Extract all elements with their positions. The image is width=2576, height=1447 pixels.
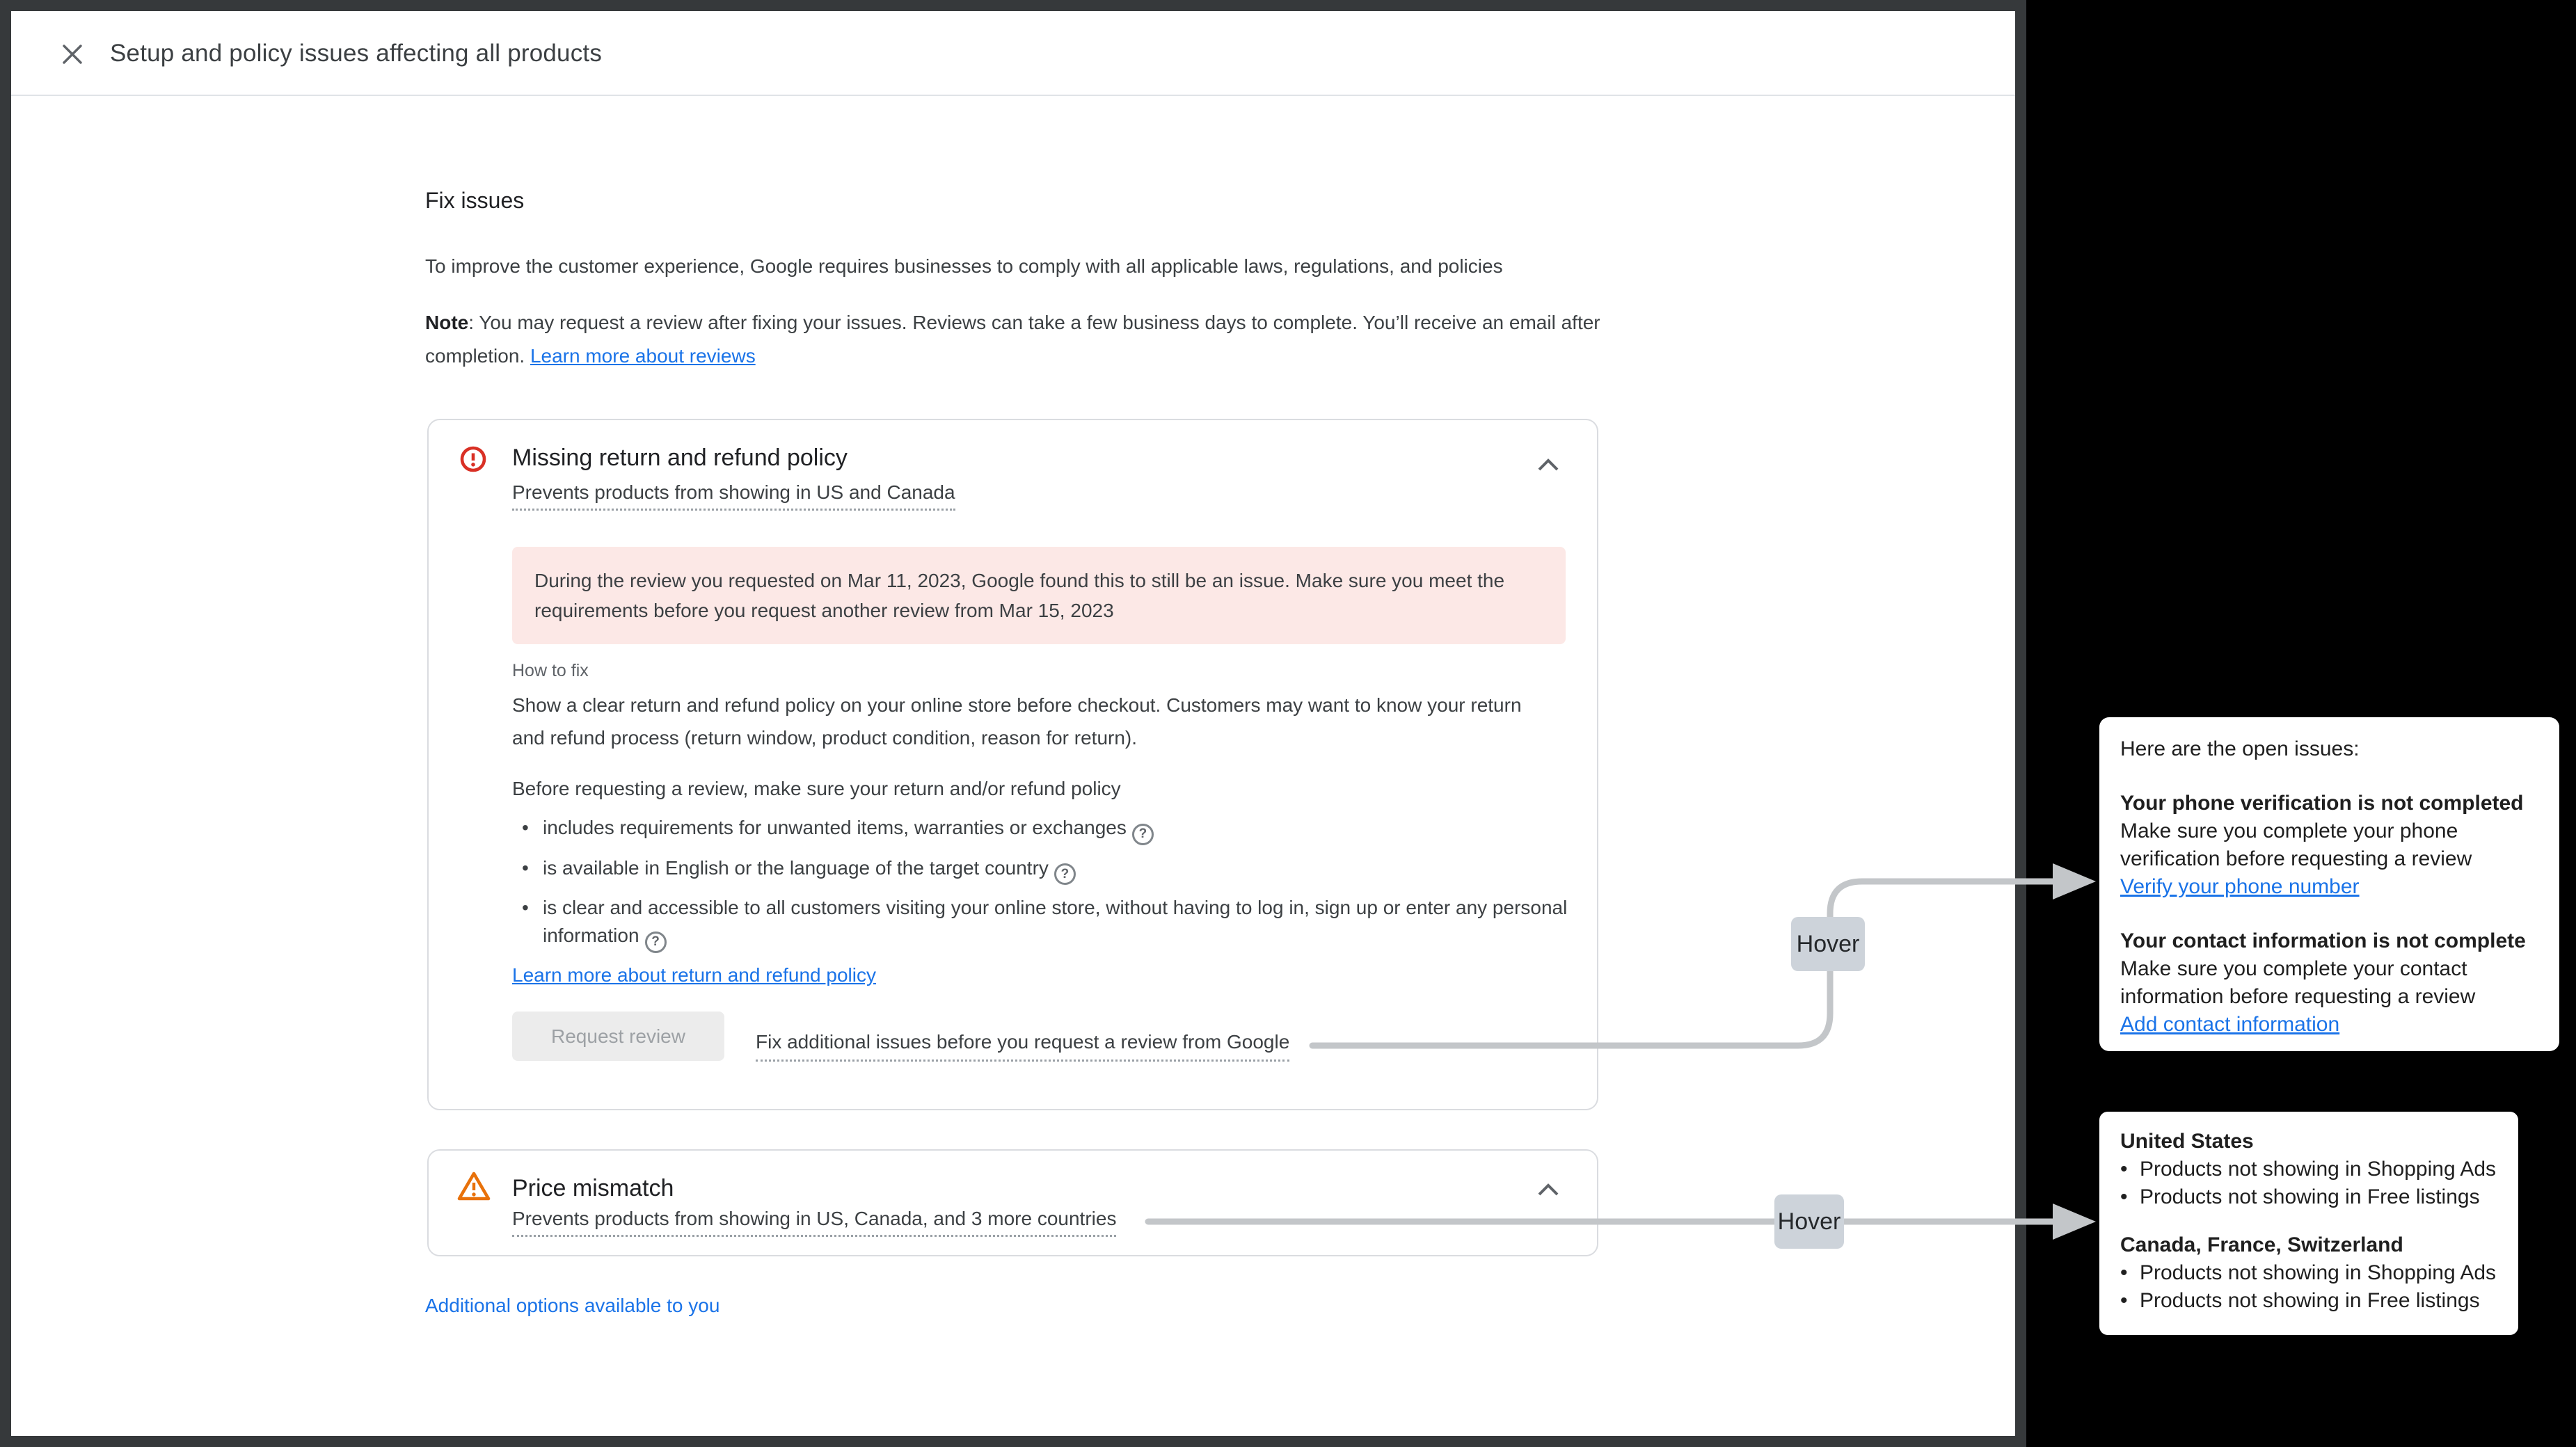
issue-subtitle-hover-target[interactable]: Prevents products from showing in US and Canada xyxy=(512,481,955,511)
bullet-glyph: • xyxy=(2120,1158,2128,1181)
close-x-glyph xyxy=(60,42,85,67)
checklist-intro: Before requesting a review, make sure your return and/or refund policy xyxy=(512,778,1121,799)
setup-policy-dialog xyxy=(11,11,2015,1436)
intro-description: To improve the customer experience, Google requires businesses to comply with all applicable laws, regulations, and policies xyxy=(425,255,1503,277)
country-heading: Canada, France, Switzerland xyxy=(2120,1233,2403,1256)
tooltip-intro: Here are the open issues: xyxy=(2120,737,2360,760)
country-issue-item: • Products not showing in Shopping Ads xyxy=(2120,1259,2497,1287)
bullet-glyph: • xyxy=(522,897,529,918)
tooltip-body: Make sure you complete your phone verification before requesting a review xyxy=(2120,820,2472,870)
warning-icon xyxy=(456,1170,491,1206)
error-icon xyxy=(459,445,487,477)
hover-callout-badge-2[interactable]: Hover xyxy=(1774,1194,1844,1249)
country-group-canada-france-switzerland xyxy=(2120,1231,2497,1315)
tooltip-section-contact xyxy=(2120,927,2538,1039)
arrowhead-2 xyxy=(2053,1204,2096,1240)
intro-note xyxy=(425,306,1608,373)
issue-title: Price mismatch xyxy=(512,1175,674,1201)
issue-card-price-mismatch xyxy=(427,1149,1598,1256)
note-text: : You may request a review after fixing your issues. Reviews can take a few business days to complete. You’ll receive an email after completion. xyxy=(425,312,1600,367)
checklist-item xyxy=(522,814,1573,845)
bullet-glyph: • xyxy=(2120,1185,2128,1208)
checklist-item-text: is available in English or the language of the target country xyxy=(543,856,1049,879)
how-to-fix-body: Show a clear return and refund policy on your online store before checkout. Customers may want to know your return and refund process (return window, product condition, reason for return). xyxy=(512,694,1522,749)
learn-more-reviews-link[interactable]: Learn more about reviews xyxy=(530,345,756,367)
country-group-us xyxy=(2120,1128,2497,1211)
bullet-glyph: • xyxy=(522,817,529,838)
country-issue-item: • Products not showing in Free listings xyxy=(2120,1287,2497,1315)
help-icon[interactable]: ? xyxy=(1132,824,1154,845)
help-icon[interactable]: ? xyxy=(1054,863,1076,885)
bullet-glyph: • xyxy=(2120,1289,2128,1312)
fix-additional-issues-hover-target[interactable]: Fix additional issues before you request a review from Google xyxy=(756,1031,1289,1062)
checklist-item xyxy=(522,894,1573,953)
page-title: Setup and policy issues affecting all products xyxy=(110,40,603,67)
dialog-header xyxy=(11,11,2015,96)
fix-issues-heading: Fix issues xyxy=(425,188,525,213)
policy-checklist xyxy=(522,814,1573,962)
tooltip-open-issues xyxy=(2099,717,2559,1051)
add-contact-link[interactable]: Add contact information xyxy=(2120,1013,2340,1036)
collapse-chevron-icon[interactable] xyxy=(1530,1172,1566,1208)
country-heading: United States xyxy=(2120,1130,2254,1153)
tooltip-section-phone xyxy=(2120,790,2538,901)
checklist-item-text: includes requirements for unwanted items, warranties or exchanges xyxy=(543,817,1127,838)
additional-options-link[interactable]: Additional options available to you xyxy=(425,1295,720,1316)
note-label: Note xyxy=(425,312,469,333)
close-icon[interactable] xyxy=(54,36,90,72)
issue-card-missing-return-policy xyxy=(427,419,1598,1110)
bullet-glyph: • xyxy=(522,856,529,879)
issue-subtitle-hover-target[interactable]: Prevents products from showing in US, Canada, and 3 more countries xyxy=(512,1208,1116,1237)
verify-phone-link[interactable]: Verify your phone number xyxy=(2120,875,2360,898)
hover-callout-badge-1[interactable]: Hover xyxy=(1791,917,1865,971)
country-issue-item: • Products not showing in Shopping Ads xyxy=(2120,1156,2497,1183)
arrowhead-1 xyxy=(2053,863,2096,900)
review-failed-alert: During the review you requested on Mar 11, 2023, Google found this to still be an issue. Make sure you meet the requirements before you request another review from Mar 15, 2023 xyxy=(512,547,1566,644)
checklist-item-text: is clear and accessible to all customers visiting your online store, without having to log in, sign up or enter any personal information xyxy=(543,897,1568,946)
checklist-item xyxy=(522,854,1573,886)
help-icon[interactable]: ? xyxy=(645,932,667,953)
bullet-glyph: • xyxy=(2120,1261,2128,1284)
how-to-fix-label: How to fix xyxy=(512,661,589,680)
tooltip-heading: Your phone verification is not completed xyxy=(2120,792,2524,815)
tooltip-affected-countries xyxy=(2099,1112,2518,1335)
tooltip-body: Make sure you complete your contact information before requesting a review xyxy=(2120,957,2476,1008)
request-review-button[interactable]: Request review xyxy=(512,1012,724,1061)
collapse-chevron-icon[interactable] xyxy=(1530,447,1566,483)
learn-more-return-policy-link[interactable]: Learn more about return and refund policy xyxy=(512,964,876,986)
tooltip-heading: Your contact information is not complete xyxy=(2120,929,2526,952)
country-issue-item: • Products not showing in Free listings xyxy=(2120,1183,2497,1211)
issue-title: Missing return and refund policy xyxy=(512,445,848,471)
